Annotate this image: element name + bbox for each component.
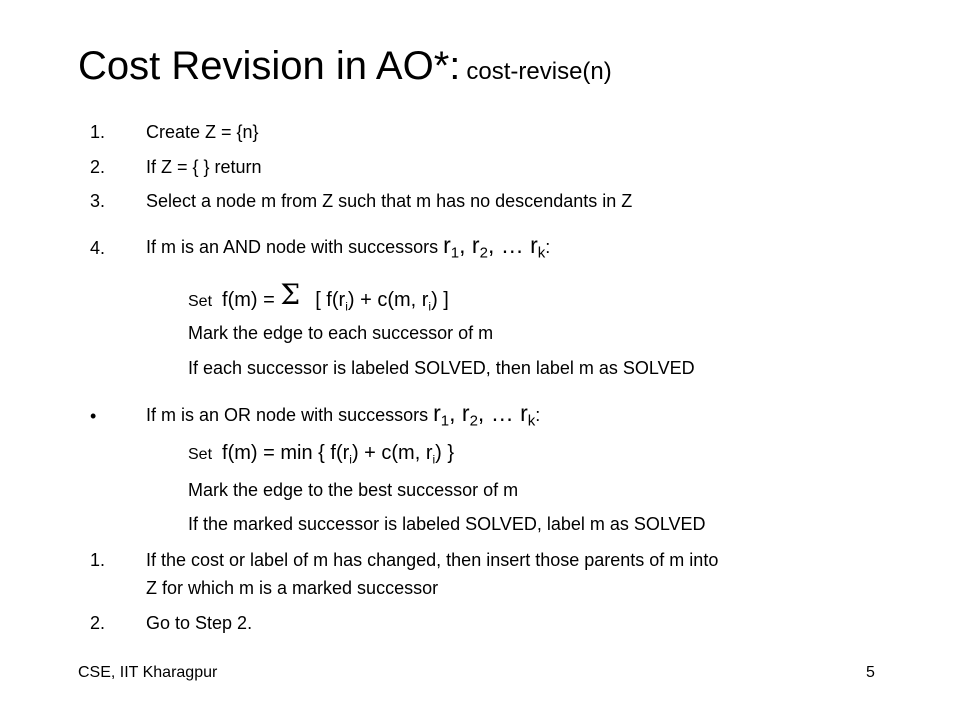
- step-text-continued: Z for which m is a marked successor: [146, 578, 439, 598]
- and-step-lead: If m is an AND node with successors: [146, 237, 444, 257]
- step-text: Select a node m from Z such that m has no descendants in Z: [146, 191, 633, 211]
- step-number: 1.: [90, 122, 106, 142]
- title-sub: cost-revise(n): [466, 58, 612, 85]
- or-step-line: If the marked successor is labeled SOLVED, label m as SOLVED: [188, 514, 706, 534]
- step-text: Go to Step 2.: [146, 613, 253, 633]
- page-number: 5: [866, 664, 875, 681]
- and-step-line: Mark the edge to each successor of m: [188, 323, 494, 343]
- step-number: 3.: [90, 191, 106, 211]
- step-text: If the cost or label of m has changed, then insert those parents of m into: [146, 550, 719, 570]
- slide-title: [78, 44, 612, 89]
- step-number: 2.: [90, 157, 106, 177]
- step-text: If Z = { } return: [146, 157, 262, 177]
- sigma-symbol: Σ: [280, 278, 301, 311]
- or-step-heading: If m is an OR node with successors $r_1$, $r_2$, … $r_k$:: [146, 400, 541, 430]
- bullet: •: [90, 406, 97, 426]
- and-step-heading: If m is an AND node with successors $r_1$, $r_2$, … $r_k$:: [146, 232, 551, 262]
- and-set-formula: Set f(m) = Σ [ $f(r_i) + c(m$, $r_i$) ]: [188, 278, 449, 314]
- step-text: Create Z = {n}: [146, 122, 259, 142]
- step-number: 2.: [90, 613, 106, 633]
- or-set-formula: Set f(m) = min { $f(r_i) + c(m$, $r_i$) }: [188, 442, 455, 467]
- step-number: 4.: [90, 238, 106, 258]
- or-step-lead: If m is an OR node with successors: [146, 405, 434, 425]
- and-step-line: If each successor is labeled SOLVED, then label m as SOLVED: [188, 358, 695, 378]
- step-number: 1.: [90, 550, 106, 570]
- or-step-line: Mark the edge to the best successor of m: [188, 480, 519, 500]
- footer-left: CSE, IIT Kharagpur: [78, 664, 218, 681]
- title-main: Cost Revision in AO*:: [78, 44, 461, 88]
